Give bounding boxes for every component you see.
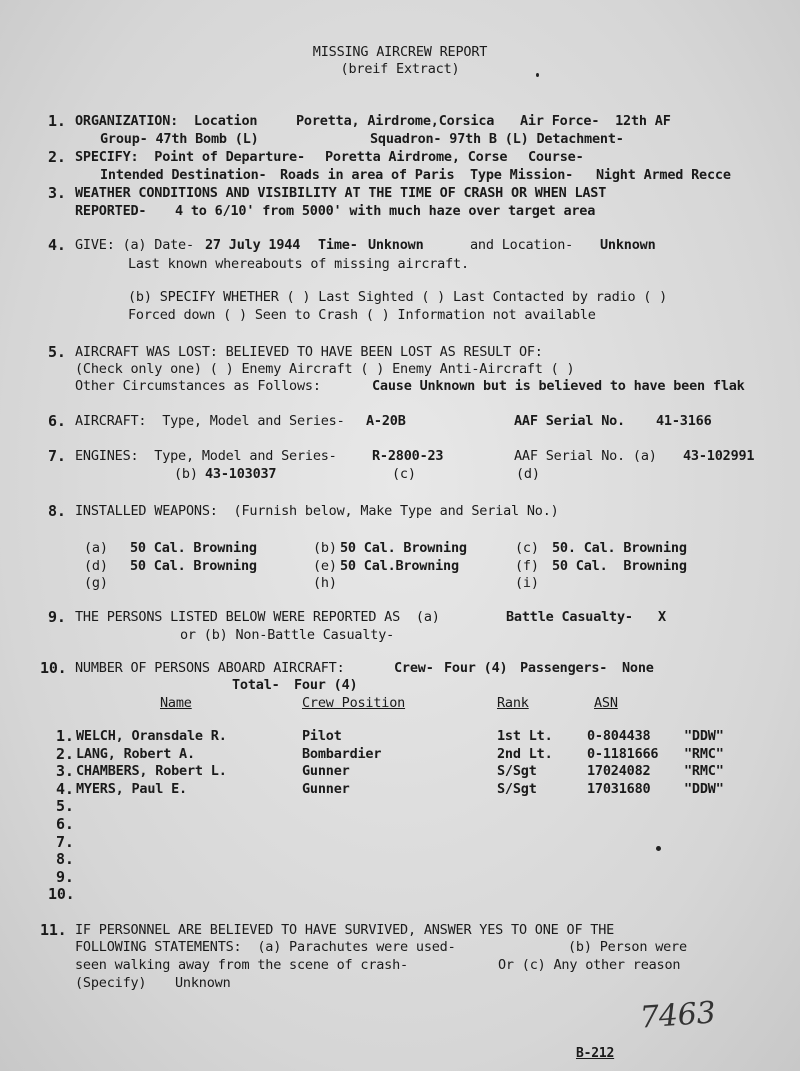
- item-10-total: Four (4): [294, 677, 358, 693]
- item-7-serial-label: AAF Serial No. (a): [514, 448, 657, 464]
- item-2-number: 2.: [48, 148, 66, 166]
- weapon-d-label: (d): [84, 558, 108, 574]
- weapon-b-value: 50 Cal. Browning: [340, 540, 467, 556]
- crew-status-code: "DDW": [684, 728, 724, 744]
- col-header-position: Crew Position: [302, 695, 406, 711]
- item-11-statements: FOLLOWING STATEMENTS: (a) Parachutes were used-: [75, 939, 456, 955]
- item-1-squadron: Squadron- 97th B (L) Detachment-: [370, 131, 624, 147]
- stray-mark: [656, 846, 661, 851]
- row-number: 3.: [56, 762, 74, 781]
- item-8-weapons-label: INSTALLED WEAPONS: (Furnish below, Make Type and Serial No.): [75, 503, 559, 519]
- crew-name: CHAMBERS, Robert L.: [76, 763, 227, 780]
- weapon-i-label: (i): [515, 575, 539, 591]
- item-2-destination: Roads in area of Paris: [280, 167, 455, 183]
- item-5-lost-label: AIRCRAFT WAS LOST: BELIEVED TO HAVE BEEN LOST AS RESULT OF:: [75, 344, 543, 360]
- item-4-time: Unknown: [368, 237, 424, 253]
- item-11-number: 11.: [40, 921, 67, 939]
- item-6-aircraft-type: A-20B: [366, 413, 406, 429]
- crew-asn: 0-804438: [587, 728, 651, 744]
- weapon-a-label: (a): [84, 540, 108, 556]
- item-9-persons-label: THE PERSONS LISTED BELOW WERE REPORTED AS (a): [75, 609, 440, 625]
- row-number: 5.: [56, 797, 74, 816]
- crew-position: Bombardier: [302, 745, 382, 762]
- item-1-group: Group- 47th Bomb (L): [100, 131, 259, 147]
- page-number: B-212: [576, 1046, 615, 1061]
- item-1-organization-label: ORGANIZATION: Location: [75, 113, 258, 129]
- item-11-other-reason: Or (c) Any other reason: [498, 957, 681, 973]
- item-11-person-were: (b) Person were: [568, 939, 687, 955]
- weapon-g-label: (g): [84, 575, 108, 591]
- item-10-persons-label: NUMBER OF PERSONS ABOARD AIRCRAFT:: [75, 660, 345, 676]
- handwritten-number: 7463: [638, 995, 717, 1036]
- item-1-number: 1.: [48, 112, 66, 130]
- item-10-passengers: None: [622, 660, 654, 676]
- item-11-survived-label: IF PERSONNEL ARE BELIEVED TO HAVE SURVIVED, ANSWER YES TO ONE OF THE: [75, 922, 615, 938]
- weapon-b-label: (b): [313, 540, 337, 556]
- item-6-serial-label: AAF Serial No.: [514, 413, 625, 429]
- item-4-specify-whether: (b) SPECIFY WHETHER ( ) Last Sighted ( ) Last Contacted by radio ( ): [128, 289, 668, 305]
- item-7-engine-type: R-2800-23: [372, 448, 444, 464]
- crew-position: Pilot: [302, 728, 342, 744]
- row-number: 1.: [56, 727, 74, 745]
- crew-rank: 1st Lt.: [497, 728, 553, 744]
- item-7-b-label: (b): [174, 466, 198, 482]
- row-number: 4.: [56, 779, 74, 798]
- crew-status-code: "DDW": [684, 780, 724, 797]
- weapon-e-label: (e): [313, 558, 337, 574]
- item-3-weather-label: WEATHER CONDITIONS AND VISIBILITY AT THE TIME OF CRASH OR WHEN LAST: [75, 185, 607, 201]
- item-4-forced-down: Forced down ( ) Seen to Crash ( ) Information not available: [128, 307, 596, 323]
- item-2-type-mission: Night Armed Recce: [596, 167, 731, 183]
- item-5-check-one: (Check only one) ( ) Enemy Aircraft ( ) Enemy Anti-Aircraft ( ): [75, 361, 575, 377]
- item-4-location-label: and Location-: [470, 237, 574, 253]
- item-4-number: 4.: [48, 236, 66, 254]
- item-9-battle-casualty-mark: X: [658, 609, 666, 625]
- item-11-seen-walking: seen walking away from the scene of crash-: [75, 957, 408, 973]
- crew-asn: 17024082: [587, 763, 651, 780]
- row-number: 2.: [56, 744, 74, 763]
- item-4-whereabouts: Last known whereabouts of missing aircraft.: [128, 256, 469, 272]
- item-2-destination-label: Intended Destination-: [100, 167, 267, 183]
- weapon-e-value: 50 Cal.Browning: [340, 558, 459, 574]
- crew-rank: S/Sgt: [497, 780, 537, 797]
- item-7-c-label: (c): [392, 466, 416, 482]
- crew-name: WELCH, Oransdale R.: [76, 728, 227, 744]
- item-9-number: 9.: [48, 608, 66, 626]
- crew-name: MYERS, Paul E.: [76, 780, 187, 797]
- item-7-serial-a: 43-102991: [683, 448, 755, 464]
- report-title: MISSING AIRCREW REPORT: [312, 44, 488, 60]
- item-5-other-label: Other Circumstances as Follows:: [75, 378, 321, 394]
- item-1-location: Poretta, Airdrome,Corsica: [296, 113, 495, 129]
- item-10-passengers-label: Passengers-: [520, 660, 608, 676]
- weapon-h-label: (h): [313, 575, 337, 591]
- item-5-number: 5.: [48, 343, 66, 361]
- item-7-engines-label: ENGINES: Type, Model and Series-: [75, 448, 337, 464]
- weapon-d-value: 50 Cal. Browning: [130, 558, 257, 574]
- item-1-air-force: Air Force- 12th AF: [520, 113, 671, 129]
- weapon-c-label: (c): [515, 540, 539, 556]
- item-10-crew-label: Crew-: [394, 660, 434, 676]
- crew-asn: 0-1181666: [587, 745, 659, 762]
- item-3-reported-label: REPORTED-: [75, 203, 147, 219]
- weapon-f-label: (f): [515, 558, 539, 574]
- row-number: 8.: [56, 850, 74, 869]
- row-number: 7.: [56, 832, 74, 851]
- item-2-type-mission-label: Type Mission-: [470, 167, 574, 183]
- crew-asn: 17031680: [587, 780, 651, 797]
- crew-rank: S/Sgt: [497, 763, 537, 780]
- item-6-number: 6.: [48, 412, 66, 430]
- item-6-aircraft-label: AIRCRAFT: Type, Model and Series-: [75, 413, 345, 429]
- item-2-course: Course-: [528, 149, 584, 165]
- crew-position: Gunner: [302, 780, 350, 797]
- stray-mark: [536, 73, 539, 77]
- item-7-d-label: (d): [516, 466, 540, 482]
- report-subtitle: (breif Extract): [340, 61, 460, 77]
- item-4-date: 27 July 1944: [205, 237, 301, 253]
- item-3-weather-value: 4 to 6/10' from 5000' with much haze over target area: [175, 203, 596, 219]
- item-2-departure: Poretta Airdrome, Corse: [325, 149, 508, 165]
- weapon-f-value: 50 Cal. Browning: [552, 558, 687, 574]
- item-8-number: 8.: [48, 502, 66, 520]
- item-7-number: 7.: [48, 447, 66, 465]
- col-header-rank: Rank: [497, 695, 529, 711]
- weapon-a-value: 50 Cal. Browning: [130, 540, 257, 556]
- crew-status-code: "RMC": [684, 763, 724, 780]
- crew-name: LANG, Robert A.: [76, 745, 195, 762]
- item-2-specify-label: SPECIFY: Point of Departure-: [75, 149, 305, 165]
- col-header-name: Name: [160, 695, 192, 711]
- item-7-serial-b: 43-103037: [205, 466, 277, 482]
- crew-status-code: "RMC": [684, 745, 724, 762]
- item-11-specify-value: Unknown: [175, 975, 231, 991]
- row-number: 10.: [48, 885, 75, 904]
- item-4-time-label: Time-: [318, 237, 358, 253]
- item-10-crew-count: Four (4): [444, 660, 508, 676]
- weapon-c-value: 50. Cal. Browning: [552, 540, 687, 556]
- row-number: 6.: [56, 815, 74, 833]
- crew-position: Gunner: [302, 763, 350, 780]
- row-number: 9.: [56, 867, 74, 886]
- item-4-date-label: GIVE: (a) Date-: [75, 237, 194, 253]
- item-4-location: Unknown: [600, 237, 656, 253]
- item-6-serial: 41-3166: [656, 413, 712, 429]
- item-3-number: 3.: [48, 184, 66, 202]
- item-9-non-battle: or (b) Non-Battle Casualty-: [180, 627, 395, 643]
- item-10-total-label: Total-: [232, 677, 280, 693]
- item-9-battle-casualty-label: Battle Casualty-: [506, 609, 633, 625]
- item-5-cause: Cause Unknown but is believed to have been flak: [372, 378, 745, 394]
- item-11-specify-label: (Specify): [75, 975, 147, 991]
- col-header-asn: ASN: [594, 695, 618, 711]
- item-10-number: 10.: [40, 659, 67, 677]
- crew-rank: 2nd Lt.: [497, 745, 553, 762]
